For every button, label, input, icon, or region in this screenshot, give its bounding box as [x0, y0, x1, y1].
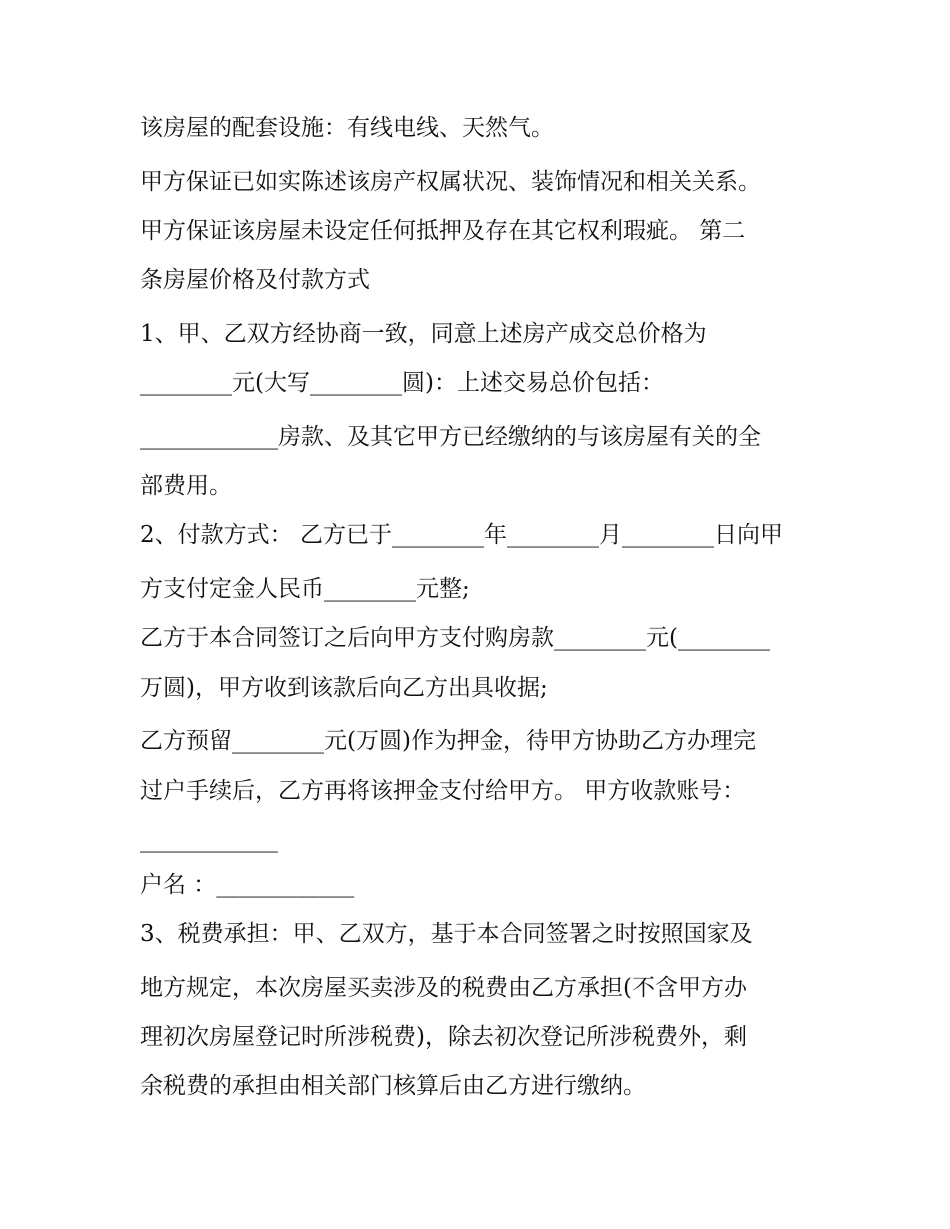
text-line: 乙方于本合同签订之后向甲方支付购房款________元(________	[140, 625, 770, 651]
text-line: 该房屋的配套设施：有线电线、天然气。	[140, 115, 554, 141]
text-line: 3、税费承担：甲、乙双方，基于本合同签署之时按照国家及	[140, 921, 753, 947]
text-line: 部费用。	[140, 473, 232, 499]
text-line: 甲方保证已如实陈述该房产权属状况、装饰情况和相关关系。	[140, 169, 761, 195]
text-line: 余税费的承担由相关部门核算后由乙方进行缴纳。	[140, 1073, 646, 1099]
text-line: 理初次房屋登记时所涉税费)，除去初次登记所涉税费外，剩	[140, 1024, 747, 1050]
text-line: 2、付款方式： 乙方已于________年________月________日向甲	[140, 522, 783, 548]
text-line: 1、甲、乙双方经协商一致，同意上述房产成交总价格为	[140, 321, 707, 347]
text-line: ____________房款、及其它甲方已经缴纳的与该房屋有关的全	[140, 424, 761, 450]
text-line: ________元(大写________圆)：上述交易总价包括：	[140, 370, 664, 396]
text-line: 甲方保证该房屋未设定任何抵押及存在其它权利瑕疵。 第二	[140, 218, 746, 244]
text-line: 条房屋价格及付款方式	[140, 267, 370, 293]
text-line: ____________	[140, 827, 278, 853]
text-line: 乙方预留________元(万圆)作为押金，待甲方协助乙方办理完	[140, 728, 756, 754]
text-line: 地方规定，本次房屋买卖涉及的税费由乙方承担(不含甲方办	[140, 975, 747, 1001]
text-line: 过户手续后，乙方再将该押金支付给甲方。 甲方收款账号：	[140, 778, 746, 804]
text-line: 万圆)，甲方收到该款后向乙方出具收据;	[140, 675, 548, 701]
text-line: 户名 ：____________	[140, 872, 355, 898]
text-line: 方支付定金人民币________元整;	[140, 576, 470, 602]
